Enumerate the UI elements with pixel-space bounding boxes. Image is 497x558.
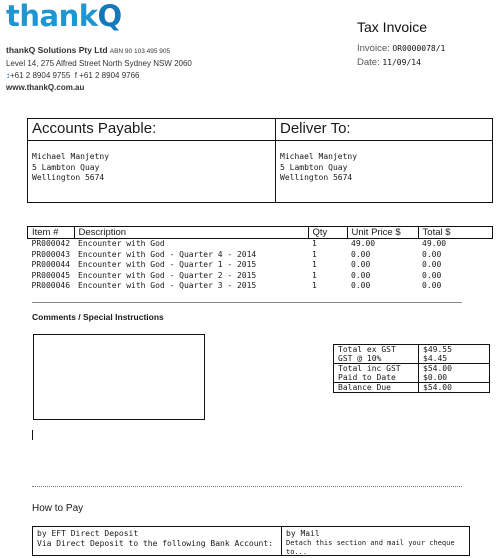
item-number: PR000044	[31, 260, 71, 269]
company-abn: ABN 90 103 495 905	[109, 48, 171, 55]
col-unit-price: Unit Price $	[347, 227, 418, 239]
totals-group	[334, 364, 490, 383]
balance-due-label: Balance Due	[334, 383, 419, 393]
col-total: Total $	[418, 227, 492, 239]
paid-to-date-label: Paid to Date	[338, 373, 396, 382]
invoice-title: Tax Invoice	[357, 19, 428, 35]
item-qty: 1	[312, 281, 317, 290]
table-row	[28, 271, 493, 282]
accounts-payable-line: Wellington 5674	[32, 173, 105, 182]
invoice-date: 11/09/14	[382, 58, 421, 67]
item-description: Encounter with God - Quarter 4 - 2014	[78, 249, 257, 259]
table-header-row	[28, 227, 493, 239]
total-ex-gst-label: Total ex GST	[338, 345, 396, 354]
totals-table	[333, 344, 490, 393]
item-description: Encounter with God - Quarter 1 - 2015	[78, 260, 257, 269]
totals-group	[334, 383, 490, 393]
item-number: PR000045	[31, 270, 71, 280]
item-unit-price: 49.00	[351, 239, 376, 248]
deliver-to-line: 5 Lambton Quay	[280, 162, 348, 172]
address-box	[27, 118, 493, 203]
item-unit-price: 0.00	[351, 270, 371, 280]
accounts-payable-address	[28, 141, 275, 195]
gst-value: $4.45	[423, 354, 448, 363]
accounts-payable-line: 5 Lambton Quay	[32, 162, 100, 172]
col-item-number: Item #	[28, 227, 75, 239]
invoice-number: OR0000078/1	[392, 44, 446, 53]
logo-q-letter: Q	[97, 0, 122, 33]
how-to-pay-heading: How to Pay	[32, 503, 84, 514]
total-inc-gst-label: Total inc GST	[338, 364, 401, 373]
item-total: 0.00	[422, 270, 442, 280]
line-items-table	[27, 226, 493, 292]
thankq-logo	[6, 0, 122, 32]
item-total: 0.00	[422, 249, 442, 259]
table-row	[28, 250, 493, 261]
item-qty: 1	[312, 239, 317, 248]
company-address: Level 14, 275 Alfred Street North Sydney NSW 2060	[6, 59, 192, 68]
fax-prefix: f	[74, 71, 77, 80]
section-divider	[32, 302, 462, 303]
accounts-payable-section	[28, 119, 276, 202]
item-qty: 1	[312, 249, 317, 259]
accounts-payable-line: Michael Manjetny	[32, 152, 110, 161]
totals-group	[334, 345, 490, 364]
comments-box[interactable]	[33, 334, 205, 420]
item-unit-price: 0.00	[351, 249, 371, 259]
deliver-to-address	[276, 141, 492, 195]
text-cursor	[32, 430, 33, 440]
invoice-date-label: Date:	[357, 57, 380, 68]
total-inc-gst-value: $54.00	[423, 364, 452, 373]
item-description: Encounter with God	[78, 239, 165, 248]
item-total: 0.00	[422, 281, 442, 290]
col-qty: Qty	[308, 227, 347, 239]
table-row	[28, 239, 493, 250]
item-description: Encounter with God - Quarter 2 - 2015	[78, 270, 257, 280]
eft-text: Via Direct Deposit to the following Bank Account:	[37, 538, 274, 548]
eft-heading: by EFT Direct Deposit	[37, 529, 139, 538]
payment-options-box	[32, 526, 470, 556]
deliver-to-line: Michael Manjetny	[280, 152, 358, 161]
cut-line	[32, 486, 462, 487]
deliver-to-heading: Deliver To:	[276, 119, 492, 141]
total-ex-gst-value: $49.55	[423, 345, 452, 354]
comments-label: Comments / Special Instructions	[32, 312, 164, 322]
phone-icon: ↕	[6, 71, 10, 80]
invoice-number-label: Invoice:	[357, 43, 390, 54]
item-total: 0.00	[422, 260, 442, 269]
deliver-to-line: Wellington 5674	[280, 173, 353, 182]
logo-main-text: thank	[6, 0, 98, 33]
item-unit-price: 0.00	[351, 260, 371, 269]
item-description: Encounter with God - Quarter 3 - 2015	[78, 281, 257, 290]
mail-text: Detach this section and mail your cheque to...	[286, 538, 455, 556]
mail-heading: by Mail	[286, 529, 320, 538]
company-phone: +61 2 8904 9755	[10, 71, 71, 80]
paid-to-date-value: $0.00	[423, 373, 448, 382]
table-row	[28, 281, 493, 292]
table-row	[28, 260, 493, 271]
invoice-meta	[357, 42, 445, 70]
deliver-to-section	[276, 119, 492, 202]
company-fax: +61 2 8904 9766	[79, 71, 140, 80]
col-description: Description	[74, 227, 308, 239]
item-number: PR000042	[31, 239, 71, 248]
eft-section	[33, 527, 282, 555]
balance-due-value: $54.00	[419, 383, 490, 393]
item-number: PR000043	[31, 249, 71, 259]
mail-section	[282, 527, 469, 555]
company-name: thankQ Solutions Pty Ltd	[6, 45, 108, 55]
item-total: 49.00	[422, 239, 447, 248]
company-details	[6, 44, 192, 94]
item-qty: 1	[312, 260, 317, 269]
gst-label: GST @ 10%	[338, 354, 382, 363]
item-number: PR000046	[31, 281, 71, 290]
accounts-payable-heading: Accounts Payable:	[28, 119, 275, 141]
item-qty: 1	[312, 270, 317, 280]
company-website[interactable]: www.thankQ.com.au	[6, 83, 85, 92]
item-unit-price: 0.00	[351, 281, 371, 290]
